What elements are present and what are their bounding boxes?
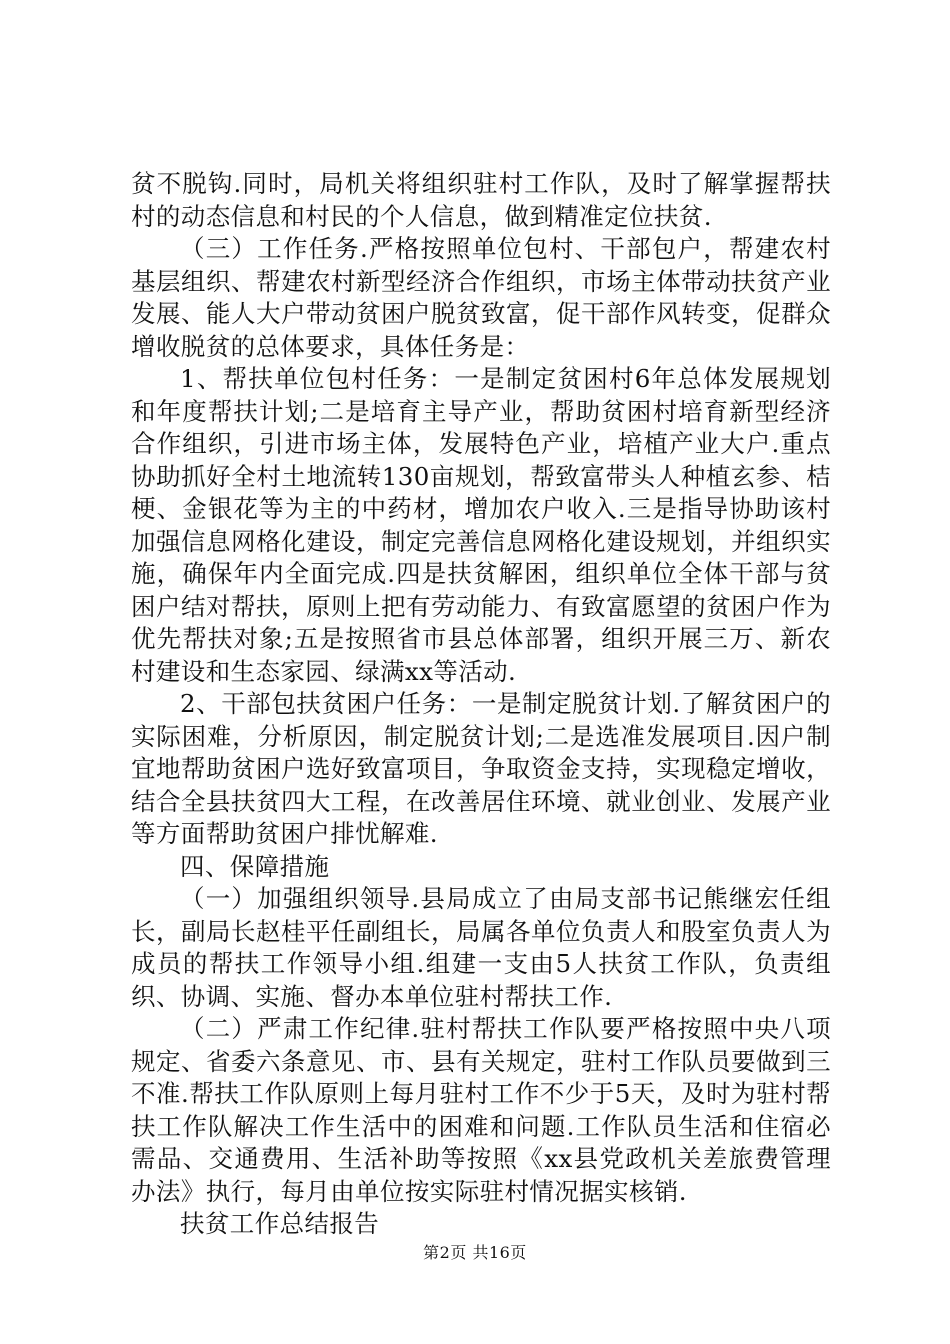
page-number-footer: 第2页 共16页: [423, 1243, 527, 1262]
paragraph-work-discipline: （二）严肃工作纪律.驻村帮扶工作队要严格按照中央八项规定、省委六条意见、市、县有关规定，驻村工作队员要做到三不准.帮扶工作队原则上每月驻村工作不少于5天，及时为驻村帮扶工作队解决工作生活中的困难和问题.工作队员生活和住宿必需品、交通费用、生活补助等按照《xx县党政机关差旅费管理办法》执行，每月由单位按实际驻村情况据实核销.: [131, 1014, 831, 1206]
paragraph-work-tasks: （三）工作任务.严格按照单位包村、干部包户，帮建农村基层组织、帮建农村新型经济合作组织，市场主体带动扶贫产业发展、能人大户带动贫困户脱贫致富，促干部作风转变，促群众增收脱贫的总体要求，具体任务是：: [131, 234, 831, 361]
paragraph-cadre-household-tasks: 2、干部包扶贫困户任务：一是制定脱贫计划.了解贫困户的实际困难，分析原因，制定脱贫计划;二是选准发展项目.因户制宜地帮助贫困户选好致富项目，争取资金支持，实现稳定增收，结合全县扶贫四大工程，在改善居住环境、就业创业、发展产业等方面帮助贫困户排忧解难.: [131, 689, 831, 848]
section-heading-safeguards: 四、保障措施: [180, 851, 330, 881]
section-heading-summary-report: 扶贫工作总结报告: [180, 1209, 380, 1238]
paragraph-continuation: 贫不脱钩.同时，局机关将组织驻村工作队，及时了解掌握帮扶村的动态信息和村民的个人信息，做到精准定位扶贫.: [131, 169, 831, 231]
document-body: [131, 168, 831, 1241]
paragraph-unit-village-tasks: 1、帮扶单位包村任务：一是制定贫困村6年总体发展规划和年度帮扶计划;二是培育主导产业，帮助贫困村培育新型经济合作组织，引进市场主体，发展特色产业，培植产业大户.重点协助抓好全村土地流转130亩规划，帮致富带头人种植玄参、桔梗、金银花等为主的中药材，增加农户收入.三是指导协助该村加强信息网格化建设，制定完善信息网格化建设规划，并组织实施，确保年内全面完成.四是扶贫解困，组织单位全体干部与贫困户结对帮扶，原则上把有劳动能力、有致富愿望的贫困户作为优先帮扶对象;五是按照省市县总体部署，组织开展三万、新农村建设和生态家园、绿满xx等活动.: [131, 364, 831, 686]
paragraph-organization-leadership: （一）加强组织领导.县局成立了由局支部书记熊继宏任组长，副局长赵桂平任副组长，局属各单位负责人和股室负责人为成员的帮扶工作领导小组.组建一支由5人扶贫工作队，负责组织、协调、实施、督办本单位驻村帮扶工作.: [131, 884, 831, 1011]
